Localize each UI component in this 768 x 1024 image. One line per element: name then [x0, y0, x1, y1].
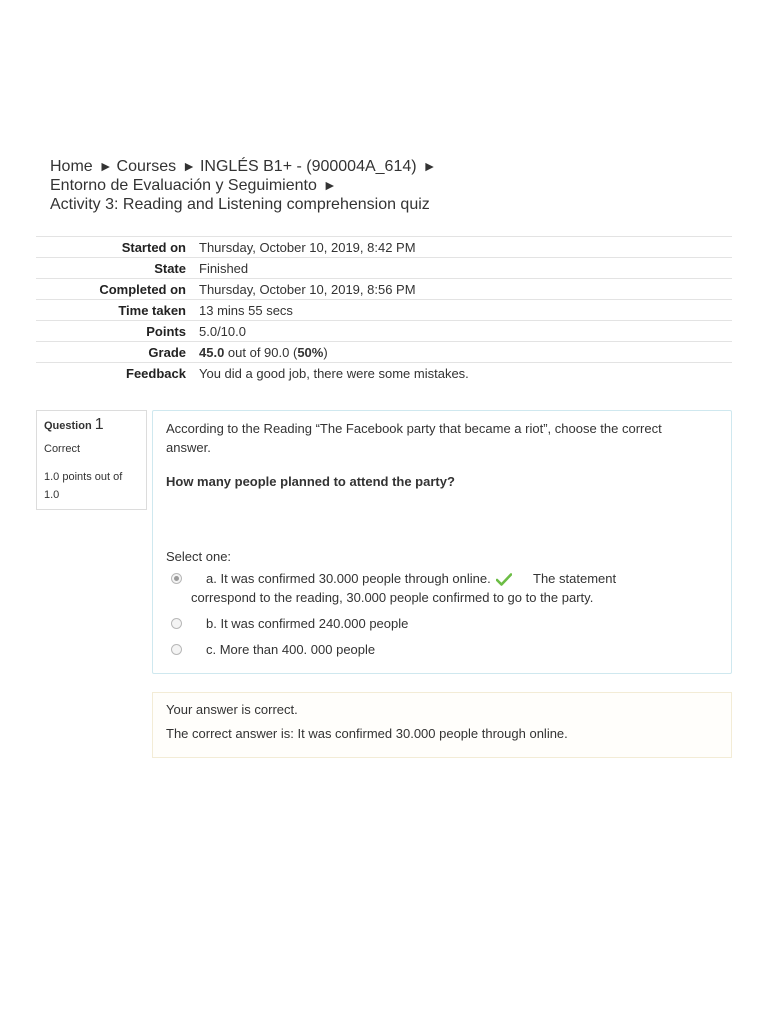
- started-on-value: Thursday, October 10, 2019, 8:42 PM: [199, 237, 732, 258]
- grade-label: Grade: [36, 342, 199, 363]
- summary-row-grade: [36, 342, 732, 363]
- question-number-value: 1: [94, 416, 104, 433]
- radio-button-a[interactable]: [171, 573, 182, 584]
- outcome-correct-message: Your answer is correct.: [166, 702, 298, 717]
- answer-a-feedback: correspond to the reading, 30.000 people confirmed to go to the party.: [191, 590, 594, 605]
- grade-score: 45.0: [199, 344, 225, 360]
- summary-row-time: [36, 300, 732, 321]
- time-taken-value: 13 mins 55 secs: [199, 300, 732, 321]
- question-info-box: [36, 410, 147, 510]
- question-text: According to the Reading “The Facebook party that became a riot”, choose the correct answer.: [166, 421, 662, 455]
- summary-row-points: [36, 321, 732, 342]
- question-state: Correct: [44, 443, 81, 455]
- answer-option-a-feedback-row: [171, 588, 691, 607]
- summary-row-completed: [36, 279, 732, 300]
- question-formulation: [152, 410, 732, 674]
- answer-c-text: c. More than 400. 000 people: [206, 642, 376, 657]
- breadcrumb-section[interactable]: Entorno de Evaluación y Seguimiento: [50, 177, 317, 194]
- summary-row-feedback: [36, 363, 732, 384]
- feedback-value: You did a good job, there were some mistakes.: [199, 363, 732, 384]
- grade-close: ): [323, 344, 328, 360]
- completed-on-label: Completed on: [36, 279, 199, 300]
- grade-value: [199, 342, 732, 363]
- question-label: Question: [44, 420, 92, 432]
- summary-row-started: [36, 237, 732, 258]
- grade-out-of: out of 90.0 (: [224, 344, 298, 360]
- answer-a-text: a. It was confirmed 30.000 people through online.: [206, 571, 491, 586]
- question-number: [44, 416, 104, 434]
- check-icon: [496, 573, 512, 586]
- points-label: Points: [36, 321, 199, 342]
- breadcrumb-courses[interactable]: Courses: [116, 158, 177, 175]
- breadcrumb-separator: ►: [182, 158, 196, 174]
- state-value: Finished: [199, 258, 732, 279]
- breadcrumb-separator: ►: [98, 158, 113, 174]
- state-label: State: [36, 258, 199, 279]
- select-one-prompt: Select one:: [166, 549, 232, 564]
- started-on-label: Started on: [36, 237, 199, 258]
- breadcrumb-separator: ►: [322, 177, 337, 193]
- grade-percent: 50%: [297, 344, 324, 360]
- summary-row-state: [36, 258, 732, 279]
- answer-option-b[interactable]: [171, 614, 691, 633]
- attempt-summary-table: [36, 236, 732, 383]
- points-value: 5.0/10.0: [199, 321, 732, 342]
- time-taken-label: Time taken: [36, 300, 199, 321]
- breadcrumb-separator: ►: [422, 158, 437, 174]
- feedback-label: Feedback: [36, 363, 199, 384]
- answer-a-feedback-line1: The statement: [533, 571, 617, 586]
- answer-b-text: b. It was confirmed 240.000 people: [206, 616, 409, 631]
- completed-on-value: Thursday, October 10, 2019, 8:56 PM: [199, 279, 732, 300]
- breadcrumb-home[interactable]: Home: [50, 158, 93, 175]
- question-outcome: [152, 692, 732, 758]
- breadcrumb-course[interactable]: INGLÉS B1+ - (900004A_614): [199, 158, 417, 175]
- breadcrumb-activity: Activity 3: Reading and Listening comprehension quiz: [50, 196, 430, 213]
- question-grade: 1.0 points out of 1.0: [44, 471, 123, 501]
- question-bold-text: How many people planned to attend the party?: [166, 474, 455, 489]
- answer-option-c[interactable]: [171, 640, 691, 659]
- radio-button-c[interactable]: [171, 644, 182, 655]
- outcome-correct-answer: The correct answer is: It was confirmed 30.000 people through online.: [166, 726, 568, 741]
- radio-button-b[interactable]: [171, 618, 182, 629]
- breadcrumb: [50, 157, 510, 214]
